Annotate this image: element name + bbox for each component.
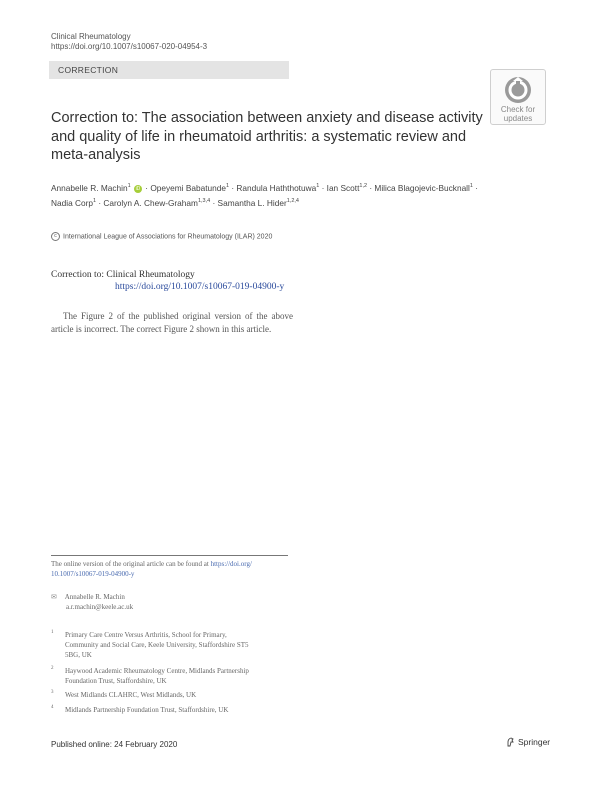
section-label-band [49, 61, 289, 79]
footnote-divider [51, 555, 288, 556]
affiliation-item [51, 690, 291, 700]
check-for-updates-label [501, 106, 535, 123]
affiliation-number: 4 [51, 705, 54, 710]
copyright-line [51, 232, 272, 241]
envelope-icon: ✉ [51, 593, 57, 601]
affiliation-line: Haywood Academic Rheumatology Centre, Midlands Partnership [65, 667, 249, 675]
affiliation-item [51, 630, 291, 660]
affiliation-line: West Midlands CLAHRC, West Midlands, UK [65, 691, 197, 699]
check-updates-icon [503, 75, 533, 105]
author-affil-sup: 1,2,4 [286, 197, 299, 204]
badge-line2: updates [503, 113, 533, 123]
correction-body-text: The Figure 2 of the published original version of the above article is incorrect. The correct Figure 2 shown in this article. [51, 311, 293, 334]
affiliation-line: 5BG, UK [65, 651, 92, 659]
author-name[interactable]: Nadia Corp [51, 197, 93, 208]
author-affil-sup: 1 [316, 183, 320, 189]
section-label: CORRECTION [58, 65, 119, 75]
author-name[interactable]: Opeyemi Babatunde [150, 182, 226, 193]
author-affil-sup: 1 [469, 183, 473, 189]
online-version-text: The online version of the original article can be found at [51, 560, 211, 568]
affiliation-item [51, 666, 291, 686]
author-affil-sup: 1,2 [359, 183, 368, 189]
author-affil-sup: 1,3,4 [197, 197, 211, 204]
author-name[interactable]: Ian Scott [326, 182, 360, 193]
affiliation-line: Primary Care Centre Versus Arthritis, School for Primary, [65, 631, 227, 639]
affiliation-number: 2 [51, 666, 54, 671]
contact-name: Annabelle R. Machin [64, 593, 125, 601]
author-name[interactable]: Carolyn A. Chew-Graham [103, 197, 198, 208]
badge-line1: Check for [500, 105, 536, 114]
author-name[interactable]: Randula Haththotuwa [236, 182, 317, 193]
article-title: Correction to: The association between anxiety and disease activity and quality of life in rheumatoid arthritis: a systematic review and meta-analysis [51, 110, 483, 163]
article-doi[interactable]: https://doi.org/10.1007/s10067-020-04954-3 [51, 42, 208, 51]
contact-email[interactable]: a.r.machin@keele.ac.uk [66, 603, 134, 611]
springer-horse-icon [506, 737, 515, 747]
publisher-logo [506, 737, 550, 747]
author-name[interactable]: Annabelle R. Machin [51, 182, 128, 193]
affiliation-line: Midlands Partnership Foundation Trust, Staffordshire, UK [65, 706, 229, 714]
affiliation-line: Community and Social Care, Keele University, Staffordshire ST5 [65, 641, 249, 649]
author-name[interactable]: Samantha L. Hider [217, 197, 287, 208]
online-version-link-2[interactable]: 10.1007/s10067-019-04900-y [51, 570, 135, 578]
journal-name: Clinical Rheumatology [51, 32, 131, 41]
copyright-icon: c [51, 232, 60, 241]
affiliation-number: 3 [51, 690, 54, 695]
online-version-link-1[interactable]: https://doi.org/ [210, 560, 252, 568]
affiliation-number: 1 [51, 630, 54, 635]
affiliation-item [51, 705, 291, 715]
published-date: Published online: 24 February 2020 [51, 740, 178, 749]
original-article-link[interactable]: https://doi.org/10.1007/s10067-019-04900-y [115, 282, 285, 292]
publisher-name: Springer [518, 737, 551, 747]
author-affil-sup: 1 [92, 197, 97, 204]
orcid-icon[interactable]: iD [135, 185, 141, 192]
check-for-updates-badge[interactable] [490, 69, 546, 125]
author-list: Annabelle R. Machin$^1$ iD · Opeyemi Babatunde$^1$ · Randula Haththotuwa$^1$ · Ian Scott$^{1,2}$ · Milica Blagojevic-Bucknall$^1$ · Nadia Corp$^1$ · Carolyn A. Chew-Graham$^{1,3,4}$ · Samantha L. Hider$^{1,2,4}$ [51, 182, 479, 208]
author-name[interactable]: Milica Blagojevic-Bucknall [374, 182, 470, 193]
correction-to-label: Correction to: Clinical Rheumatology [51, 270, 195, 280]
online-version-note [51, 559, 291, 579]
affiliation-line: Foundation Trust, Staffordshire, UK [65, 677, 167, 685]
author-affil-sup: 1 [127, 183, 131, 189]
corresponding-author [51, 592, 133, 612]
copyright-text: International League of Associations for Rheumatology (ILAR) 2020 [63, 233, 273, 241]
author-affil-sup: 1 [225, 183, 230, 189]
